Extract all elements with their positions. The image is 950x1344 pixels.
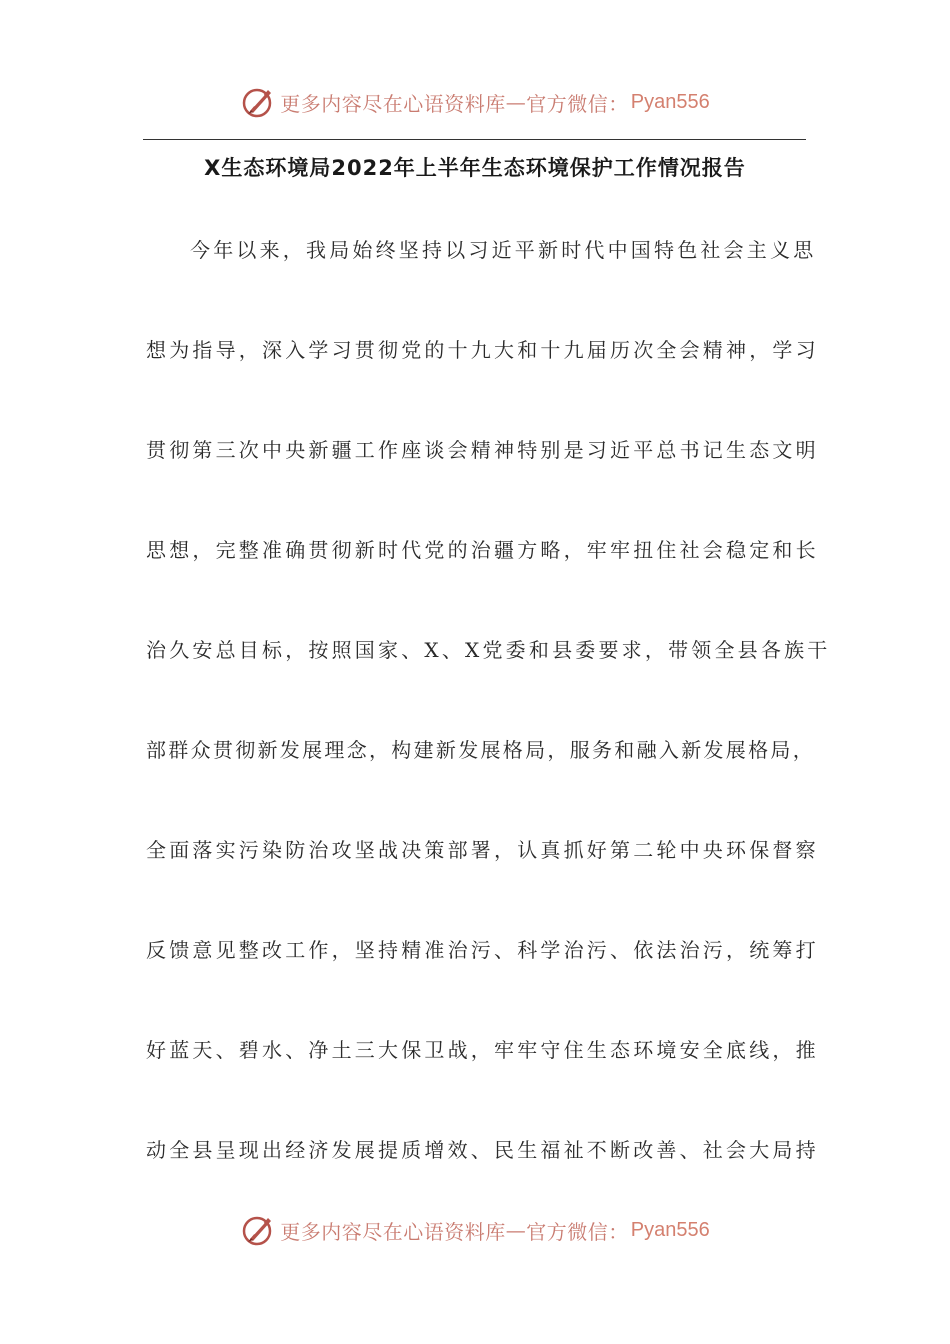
paragraph-line: 贯彻第三次中央新疆工作座谈会精神特别是习近平总书记生态文明: [146, 438, 819, 462]
paragraph-line: 动全县呈现出经济发展提质增效、民生福祉不断改善、社会大局持: [146, 1138, 819, 1162]
header-banner: [0, 82, 950, 122]
banner-wechat-label: 官方微信：: [526, 91, 629, 116]
paragraph-line: 部群众贯彻新发展理念，构建新发展格局，服务和融入新发展格局，: [146, 738, 815, 762]
paragraph-line: 想为指导，深入学习贯彻党的十九大和十九届历次全会精神，学习: [146, 338, 819, 362]
banner-wechat-label: 官方微信：: [526, 1219, 629, 1244]
banner-separator: —: [505, 90, 527, 114]
paragraph-line: 今年以来，我局始终坚持以习近平新时代中国特色社会主义思: [190, 238, 817, 262]
footer-banner: [0, 1210, 950, 1250]
banner-separator: —: [505, 1218, 527, 1242]
header-divider: [143, 139, 806, 140]
paragraph-line: 好蓝天、碧水、净土三大保卫战，牢牢守住生态环境安全底线，推: [146, 1038, 819, 1062]
paragraph-line: 全面落实污染防治攻坚战决策部署，认真抓好第二轮中央环保督察: [146, 838, 819, 862]
banner-wechat-id: Pyan556: [630, 1218, 710, 1241]
body-paragraph: [146, 230, 831, 1230]
paragraph-line: 治久安总目标，按照国家、X、X党委和县委要求，带领全县各族干: [146, 638, 831, 662]
banner-wechat-id: Pyan556: [630, 90, 710, 113]
paragraph-line: 思想，完整准确贯彻新时代党的治疆方略，牢牢扭住社会稳定和长: [146, 538, 819, 562]
document-title: X生态环境局2022年上半年生态环境保护工作情况报告: [204, 156, 746, 180]
paragraph-line: 反馈意见整改工作，坚持精准治污、科学治污、依法治污，统筹打: [146, 938, 819, 962]
quill-pen-logo-icon: [240, 1212, 276, 1248]
banner-slogan: 更多内容尽在心语资料库: [280, 91, 506, 116]
quill-pen-logo-icon: [240, 84, 276, 120]
banner-slogan: 更多内容尽在心语资料库: [280, 1219, 506, 1244]
